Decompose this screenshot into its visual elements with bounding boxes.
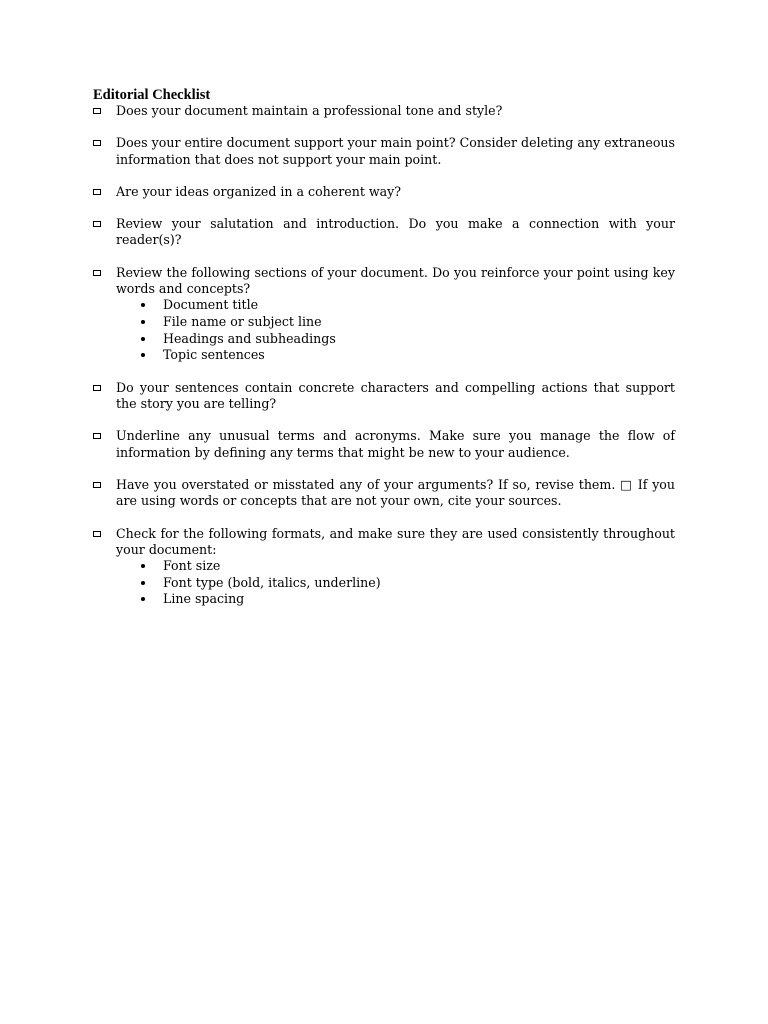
checklist-item-text: Have you overstated or misstated any of your arguments? If so, revise them. □ If you are using words or concepts that are not your own, cite your sources. [116, 476, 675, 509]
checkbox-square-icon [93, 221, 101, 227]
sub-bullet-text: Document title [163, 297, 259, 313]
checklist-item-text: Underline any unusual terms and acronyms. Make sure you manage the flow of information by defining any terms that might be new to your audience. [116, 428, 675, 460]
bullet-dot-icon [141, 303, 145, 307]
checkbox-square-icon [93, 140, 101, 146]
checkbox-square-icon [93, 270, 101, 276]
checklist-item [93, 103, 675, 119]
document-page [93, 87, 675, 624]
checkbox-square-icon [93, 189, 101, 195]
sub-bullet-text: Font size [163, 558, 221, 574]
sub-bullet-item [116, 575, 675, 592]
checkbox-square-icon [93, 482, 101, 488]
checklist-item [93, 380, 675, 413]
sub-bullet-text: Topic sentences [163, 347, 265, 363]
checklist-item-text: Review your salutation and introduction. Do you make a connection with your reader(s)? [116, 216, 675, 248]
checkbox-square-icon [93, 108, 101, 114]
sub-bullet-text: Headings and subheadings [163, 330, 336, 346]
bullet-dot-icon [141, 320, 145, 324]
checklist-item [93, 477, 675, 510]
sub-bullet-list [116, 297, 675, 363]
sub-bullet-item [116, 314, 675, 331]
sub-bullet-item [116, 558, 675, 575]
sub-bullet-item [116, 331, 675, 348]
checkbox-square-icon [93, 385, 101, 391]
checkbox-square-icon [93, 531, 101, 537]
checklist-item [93, 526, 675, 608]
checklist-item-text: Review the following sections of your document. Do you reinforce your point using key words and concepts? [116, 264, 675, 297]
bullet-dot-icon [141, 597, 145, 601]
sub-bullet-text: Font type (bold, italics, underline) [163, 574, 381, 590]
checklist-item [93, 428, 675, 461]
bullet-dot-icon [141, 581, 145, 585]
checklist-item-text: Does your document maintain a professional tone and style? [116, 103, 503, 118]
sub-bullet-item [116, 297, 675, 314]
checklist-item [93, 135, 675, 168]
bullet-dot-icon [141, 564, 145, 568]
bullet-dot-icon [141, 337, 145, 341]
checklist-item-text: Do your sentences contain concrete characters and compelling actions that support the story you are telling? [116, 379, 675, 412]
sub-bullet-text: File name or subject line [163, 313, 322, 329]
bullet-dot-icon [141, 353, 145, 357]
checklist-item-text: Does your entire document support your main point? Consider deleting any extraneous information that does not support your main point. [116, 135, 675, 167]
checklist-item [93, 216, 675, 249]
checkbox-square-icon [93, 433, 101, 439]
checklist-item [93, 184, 675, 200]
checklist-item-text: Are your ideas organized in a coherent way? [116, 183, 402, 199]
checklist [93, 103, 675, 608]
sub-bullet-item [116, 347, 675, 364]
checklist-item-text: Check for the following formats, and make sure they are used consistently throughout your document: [116, 525, 675, 557]
checklist-item [93, 265, 675, 364]
sub-bullet-item [116, 591, 675, 608]
sub-bullet-text: Line spacing [163, 591, 245, 607]
document-title: Editorial Checklist [93, 87, 211, 103]
sub-bullet-list [116, 558, 675, 608]
